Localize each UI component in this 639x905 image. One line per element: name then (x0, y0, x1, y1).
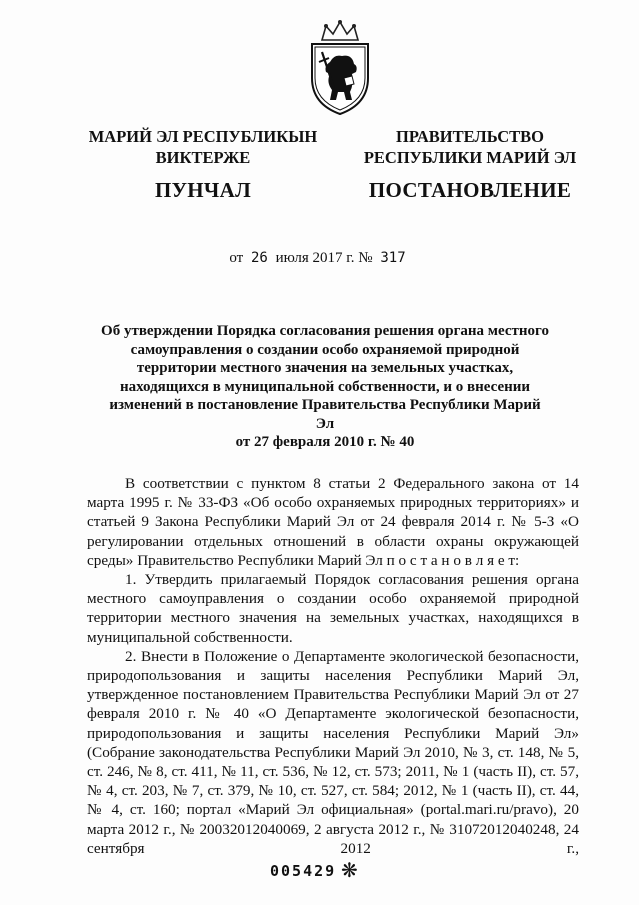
title-line: самоуправления о создании особо охраняемой природной (130, 341, 520, 358)
header-left-doc-type: ПУНЧАЛ (154, 178, 252, 202)
clause-1-paragraph: 1. Утвердить прилагаемый Порядок согласования решения органа местного самоуправления о создании особо охраняемой природной территории местного значения на земельных участках, находящихся в муниципальной собственности. (87, 571, 579, 646)
header-right-doc-type: ПОСТАНОВЛЕНИЕ (368, 178, 572, 202)
decree-title (100, 322, 550, 452)
decree-date-line (0, 250, 639, 267)
header-left (88, 126, 318, 201)
decree-number: 317 (380, 250, 406, 266)
title-line: территории местного значения на земельных участках, (136, 360, 514, 376)
title-line: изменений в постановление Правительства Республики Марий Эл (109, 397, 541, 432)
preamble-paragraph: В соответствии с пунктом 8 статьи 2 Федерального закона от 14 марта 1995 г. № 33-ФЗ «Об особо охраняемых природных территориях» и статьей 9 Закона Республики Марий Эл от 24 февраля 2014 г. № 5-З «О регулировании отдельных отношений в области охраны окружающей среды» Правительство Республики Марий Эл п о с т а н о в л я е т: (87, 475, 579, 569)
clause-2-paragraph: 2. Внести в Положение о Департаменте экологической безопасности, природопользования и защиты населения Республики Марий Эл, утвержденное постановлением Правительства Республики Марий Эл от 27 февраля 2010 г. № 40 «О Департаменте экологической безопасности, природопользования и защиты населения Республики Марий Эл» (Собрание законодательства Республики Марий Эл 2010, № 3, ст. 148, № 5, ст. 246, № 8, ст. 411, № 11, ст. 536, № 12, ст. 573; 2011, № 1 (часть II), ст. 57, № 4, ст. 203, № 7, ст. 379, № 10, ст. 527, ст. 584; 2012, № 1 (часть II), ст. 44, № 4, ст. 160; портал «Марий Эл официальная» (portal.mari.ru/pravo), 20 марта 2012 г., № 20032012040069, 2 августа 2012 г., № 31072012040248, 24 сентября 2012 г., (87, 647, 579, 857)
title-line: от 27 февраля 2010 г. № 40 (235, 434, 415, 450)
coat-of-arms-mari-el-icon (300, 18, 380, 118)
header-right (345, 126, 595, 201)
date-day: 26 (250, 250, 268, 266)
footer-ornament-icon: ❋ (341, 860, 358, 882)
header-right-line1: ПРАВИТЕЛЬСТВО (396, 127, 544, 146)
header-left-line2: ВИКТЕРЖЕ (155, 148, 251, 167)
header-left-line1: МАРИЙ ЭЛ РЕСПУБЛИКЫН (88, 127, 318, 146)
title-line: Об утверждении Порядка согласования решения органа местного (101, 323, 549, 339)
decree-body (87, 474, 579, 858)
date-prefix: от (229, 250, 244, 266)
form-serial-number: 005429 (270, 862, 337, 880)
header-right-line2: РЕСПУБЛИКИ МАРИЙ ЭЛ (363, 148, 577, 167)
title-line: находящихся в муниципальной собственности, и о внесении (119, 378, 531, 395)
date-month-year: июля 2017 г. № (275, 250, 373, 266)
